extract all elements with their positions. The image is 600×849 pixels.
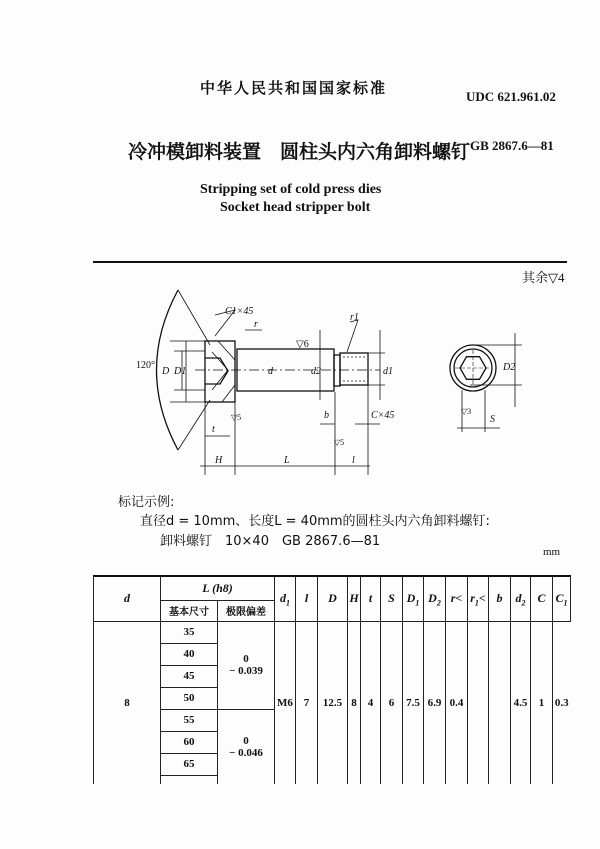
col-header: $r_1<$ [468, 576, 489, 621]
cell-value: 4.5 [511, 621, 531, 784]
cell-length: 60 [161, 731, 218, 753]
cell-tolerance-2: 0 − 0.046 [218, 709, 275, 784]
col-header-L: L (h8) [161, 576, 275, 600]
col-header-basic-size: 基本尺寸 [161, 600, 218, 621]
surface-roughness-note: 其余▽4 [522, 270, 565, 285]
document-title-en-2: Socket head stripper bolt [220, 200, 371, 215]
col-header: $D_1$ [403, 576, 424, 621]
cell-length: 50 [161, 687, 218, 709]
cell-value: 12.5 [318, 621, 348, 784]
label-S: S [490, 414, 495, 425]
bolt-thread [340, 353, 368, 385]
label-r1: r1 [350, 312, 359, 323]
roughness-6: ▽6 [296, 339, 309, 350]
label-l: l [352, 455, 355, 466]
roughness-3: ▽3 [461, 407, 472, 416]
cell-value: 0.4 [446, 621, 468, 784]
col-header: C [531, 576, 553, 621]
col-header: S [381, 576, 403, 621]
label-r: r [254, 319, 258, 330]
col-header-tolerance: 极限偏差 [218, 600, 275, 621]
col-header: H [348, 576, 361, 621]
label-L: L [284, 455, 290, 466]
col-header: D [318, 576, 348, 621]
label-b: b [324, 410, 329, 421]
cell-value: 4 [361, 621, 381, 784]
label-D: D [162, 366, 170, 377]
col-header: r< [446, 576, 468, 621]
hex-socket [205, 358, 228, 384]
bolt-head [205, 341, 235, 402]
roughness-5-head: ▽5 [231, 413, 242, 422]
col-header: $d_1$ [275, 576, 296, 621]
cell-value: 1 [531, 621, 553, 784]
col-header: b [489, 576, 511, 621]
label-D1: D1 [174, 366, 187, 377]
cell-length: 65 [161, 753, 218, 775]
cell-length [161, 775, 218, 784]
label-H: H [215, 455, 223, 466]
table-row [94, 621, 571, 643]
label-d1: d1 [383, 366, 393, 377]
document-title-cn: 冷冲模卸料装置 圆柱头内六角卸料螺钉 [128, 141, 471, 163]
cell-value: 7.5 [403, 621, 424, 784]
cell-value: 6.9 [424, 621, 446, 784]
dimension-table [93, 575, 571, 784]
cell-value: M6 [275, 621, 296, 784]
marking-example-heading: 标记示例: [118, 495, 175, 510]
unit-label: mm [543, 546, 561, 558]
cell-value: 0.3 [553, 621, 571, 784]
cell-length: 40 [161, 643, 218, 665]
bolt-neck [334, 355, 340, 386]
label-c-chamfer: C×45 [371, 410, 395, 421]
col-header: l [296, 576, 318, 621]
cell-value: 6 [381, 621, 403, 784]
cell-length: 45 [161, 665, 218, 687]
cell-value [489, 621, 511, 784]
udc-number: UDC 621.961.02 [466, 89, 556, 104]
marking-example-description: 直径d = 10mm、长度L = 40mm的圆柱头内六角卸料螺钉: [140, 514, 490, 529]
col-header: t [361, 576, 381, 621]
label-c1-chamfer: C1×45 [225, 306, 254, 317]
col-header-d: d [94, 576, 161, 621]
col-header: $D_2$ [424, 576, 446, 621]
label-d: d [268, 366, 273, 377]
cell-tolerance-1: 0 − 0.039 [218, 621, 275, 709]
cell-value [468, 621, 489, 784]
marking-example-designation: 卸料螺钉 10×40 GB 2867.6—81 [160, 534, 381, 549]
label-angle: 120° [136, 360, 155, 371]
cell-value: 8 [348, 621, 361, 784]
label-D2: D2 [503, 362, 516, 373]
label-t: t [212, 424, 215, 435]
roughness-5-neck: ▽5 [334, 438, 345, 447]
cell-value: 7 [296, 621, 318, 784]
head-hatching [212, 341, 235, 402]
bolt-end-view [450, 333, 522, 432]
label-d2: d2 [311, 366, 321, 377]
issuing-organization: 中华人民共和国国家标准 [200, 79, 388, 97]
col-header: $C_1$ [553, 576, 571, 621]
cell-d: 8 [94, 621, 161, 784]
cell-length: 55 [161, 709, 218, 731]
cell-length: 35 [161, 621, 218, 643]
document-title-en-1: Stripping set of cold press dies [200, 182, 382, 197]
standard-number: GB 2867.6—81 [470, 138, 554, 153]
col-header: $d_2$ [511, 576, 531, 621]
